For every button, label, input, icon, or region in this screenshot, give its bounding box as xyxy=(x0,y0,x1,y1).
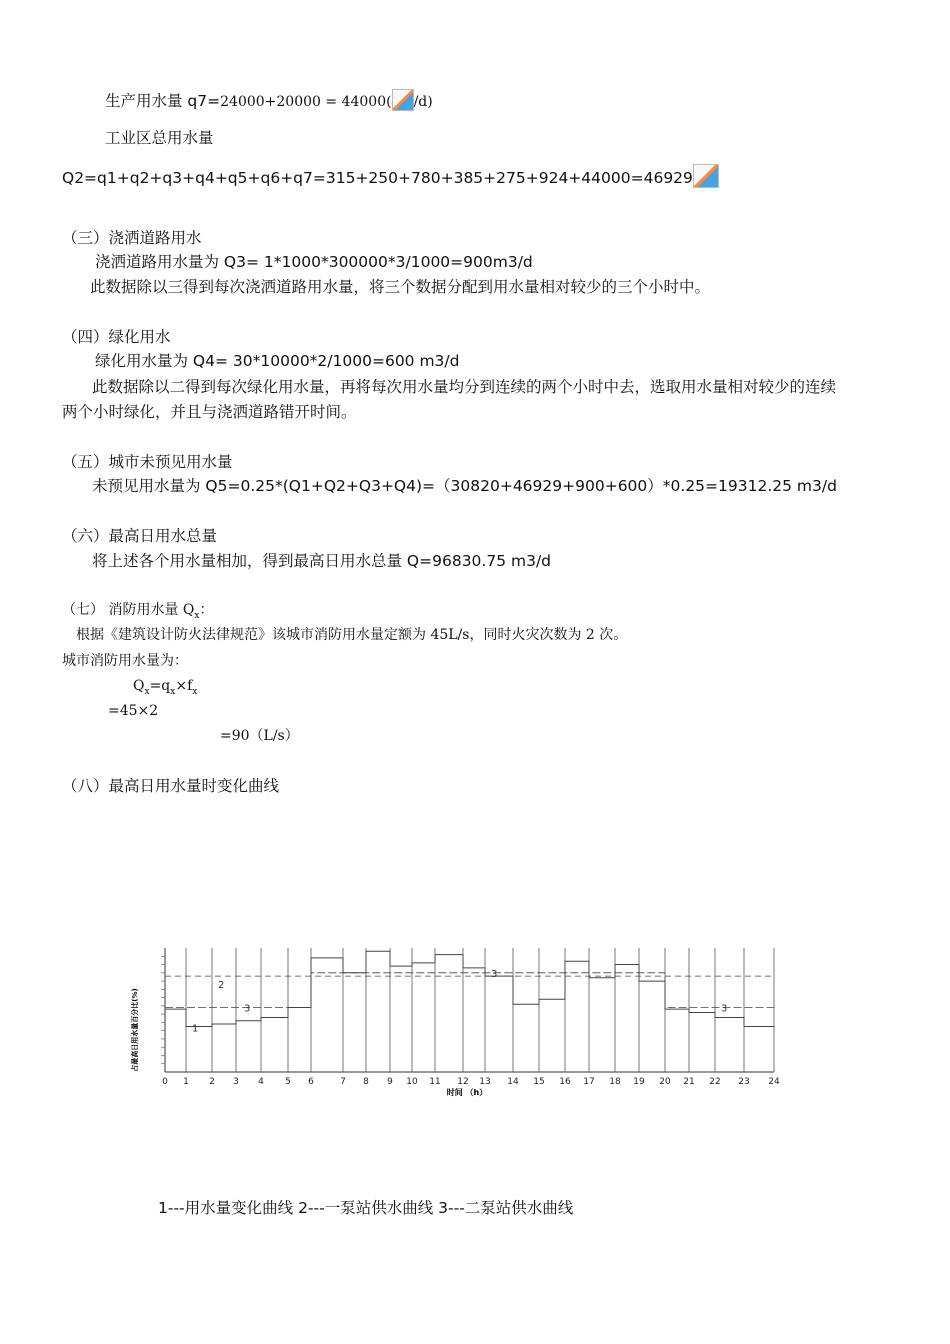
chart-legend: 1---用水量变化曲线 2---一泵站供水曲线 3---二泵站供水曲线 xyxy=(158,1199,574,1217)
x-tick-label: 1 xyxy=(183,1077,189,1087)
fire-formula-1: $Q_x=q_x\times f_x$ xyxy=(133,678,198,697)
x-tick-label: 17 xyxy=(583,1077,595,1087)
series-number-label: 3 xyxy=(491,968,498,980)
x-tick-label: 8 xyxy=(363,1077,369,1087)
x-tick-label: 16 xyxy=(559,1077,571,1087)
q2-heading: 工业区总用水量 xyxy=(105,129,214,147)
x-tick-label: 4 xyxy=(258,1077,264,1087)
x-tick-label: 24 xyxy=(768,1077,780,1087)
series-1-line xyxy=(165,951,774,1026)
section-3-line-2: 此数据除以三得到每次浇洒道路用水量，将三个数据分配到用水量相对较少的三个小时中。 xyxy=(90,278,711,296)
x-tick-label: 11 xyxy=(429,1077,441,1087)
section-6-title: （六）最高日用水总量 xyxy=(62,527,218,545)
q2-formula: Q2=q1+q2+q3+q4+q5+q6+q7=315+250+780+385+275+924+44000=46929 xyxy=(62,169,693,187)
section-4-line-1: 绿化用水量为 Q4= 30*10000*2/1000=600 m3/d xyxy=(95,352,460,370)
section-5-title: （五）城市未预见用水量 xyxy=(62,453,233,471)
q7-line xyxy=(105,89,433,112)
x-tick-label: 21 xyxy=(683,1077,695,1087)
broken-image-icon xyxy=(392,89,414,111)
series-number-label: 2 xyxy=(218,980,225,992)
section-8-title: （八）最高日用水量时变化曲线 xyxy=(62,777,280,795)
x-tick-label: 0 xyxy=(162,1077,168,1087)
section-7-line-1: 根据《建筑设计防火法律规范》该城市消防用水量定额为 45L/s，同时火灾次数为 2 次。 xyxy=(76,627,628,643)
section-3-line-1: 浇洒道路用水量为 Q3= 1*1000*300000*3/1000=900m3/d xyxy=(95,253,533,271)
x-tick-label: 3 xyxy=(233,1077,239,1087)
x-tick-label: 14 xyxy=(507,1077,519,1087)
section-7-line-2: 城市消防用水量为： xyxy=(62,653,188,669)
x-tick-label: 5 xyxy=(285,1077,291,1087)
chart-x-ticks xyxy=(162,1077,780,1087)
section-6-line-1: 将上述各个用水量相加，得到最高日用水总量 Q=96830.75 m3/d xyxy=(92,552,552,570)
x-tick-label: 10 xyxy=(406,1077,418,1087)
section-7-title: （七） 消防用水量 $Q_x$： xyxy=(62,602,214,621)
x-tick-label: 18 xyxy=(609,1077,621,1087)
q2-formula-line xyxy=(62,164,719,188)
x-tick-label: 9 xyxy=(387,1077,393,1087)
series-number-label: 1 xyxy=(192,1023,199,1035)
fire-formula-2: =45×2 xyxy=(108,703,159,719)
section-5-line-1: 未预见用水量为 Q5=0.25*(Q1+Q2+Q3+Q4)=（30820+46929+900+600）*0.25=19312.25 m3/d xyxy=(92,477,837,495)
q7-label: 生产用水量 q7= xyxy=(105,92,221,110)
section-3-title: （三）浇洒道路用水 xyxy=(62,229,202,247)
x-tick-label: 2 xyxy=(209,1077,215,1087)
x-tick-label: 6 xyxy=(308,1077,314,1087)
fire-formula-3: =90（L/s） xyxy=(220,728,299,744)
y-axis-label: 占最高日用水量百分比(%) xyxy=(131,988,139,1072)
q7-unit: /d) xyxy=(413,94,433,110)
series-3-line xyxy=(165,973,774,1008)
x-tick-label: 22 xyxy=(709,1077,721,1087)
x-tick-label: 12 xyxy=(457,1077,469,1087)
q7-value: 24000+20000 = 44000( xyxy=(220,94,392,110)
x-tick-label: 7 xyxy=(340,1077,346,1087)
section-4-title: （四）绿化用水 xyxy=(62,328,171,346)
broken-image-icon xyxy=(693,164,719,188)
series-number-label: 3 xyxy=(244,1003,251,1015)
chart-grid xyxy=(161,948,774,1072)
x-tick-label: 15 xyxy=(533,1077,545,1087)
x-tick-label: 19 xyxy=(633,1077,645,1087)
section-4-line-2: 此数据除以二得到每次绿化用水量，再将每次用水量均分到连续的两个小时中去，选取用水量相对较少的连续 xyxy=(92,378,837,396)
x-tick-label: 23 xyxy=(738,1077,750,1087)
series-number-label: 3 xyxy=(721,1003,728,1015)
x-axis-label: 时间 （h） xyxy=(446,1088,488,1097)
x-tick-label: 20 xyxy=(659,1077,671,1087)
hourly-usage-chart xyxy=(125,940,795,1110)
section-4-line-3: 两个小时绿化，并且与浇洒道路错开时间。 xyxy=(62,403,357,421)
chart-series xyxy=(165,951,774,1034)
x-tick-label: 13 xyxy=(479,1077,491,1087)
